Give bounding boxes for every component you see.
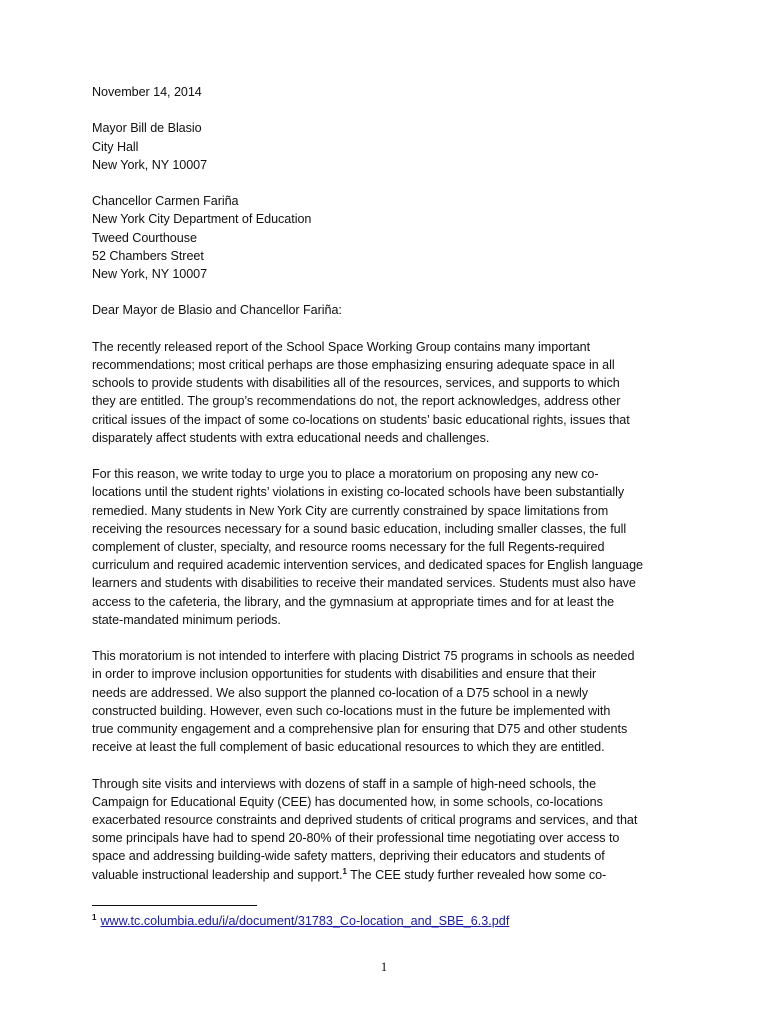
paragraph-line: space and addressing building-wide safety matters, depriving their educators and students of <box>92 849 605 864</box>
paragraph-line: needs are addressed. We also support the planned co-location of a D75 school in a newly <box>92 685 588 700</box>
paragraph-line: For this reason, we write today to urge you to place a moratorium on proposing any new co- <box>92 467 599 482</box>
paragraph-line: Through site visits and interviews with dozens of staff in a sample of high-need schools, the <box>92 776 597 791</box>
paragraph-line-text: The CEE study further revealed how some co- <box>346 867 607 882</box>
recipient2-street: 52 Chambers Street <box>92 248 204 263</box>
paragraph-2 <box>92 465 692 629</box>
paragraph-line: access to the cafeteria, the library, and the gymnasium at appropriate times and for at least the <box>92 594 615 609</box>
letter-date <box>92 83 692 101</box>
paragraph-line: exacerbated resource constraints and deprived students of critical programs and services, and that <box>92 813 638 828</box>
paragraph-line: receiving the resources necessary for a sound basic education, including smaller classes, the full <box>92 521 627 536</box>
footnote-reference[interactable]: 1 <box>342 866 347 876</box>
paragraph-line-text: valuable instructional leadership and support. <box>92 867 343 882</box>
recipient2-city: New York, NY 10007 <box>92 267 208 281</box>
salutation <box>92 301 692 319</box>
paragraph-line: locations until the student rights’ violations in existing co-located schools have been substantially <box>92 485 625 500</box>
recipient1-city: New York, NY 10007 <box>92 157 208 172</box>
paragraph-line: they are entitled. The group’s recommendations do not, the report acknowledges, address other <box>92 394 621 409</box>
recipient2-name: Chancellor Carmen Fariña <box>92 194 239 209</box>
paragraph-line: curriculum and required academic intervention services, and dedicated spaces for English language <box>92 558 643 573</box>
paragraph-line: in order to improve inclusion opportunities for students with disabilities and ensure that their <box>92 667 597 682</box>
paragraph-line: some principals have had to spend 20-80% of their professional time negotiating over access to <box>92 831 620 846</box>
paragraph-line: disparately affect students with extra educational needs and challenges. <box>92 430 490 445</box>
letter-body <box>92 83 692 884</box>
paragraph-line: critical issues of the impact of some co-locations on students’ basic educational rights, issues that <box>92 412 630 427</box>
paragraph-line: constructed building. However, even such co-locations must in the future be implemented with <box>92 703 611 718</box>
salutation-text: Dear Mayor de Blasio and Chancellor Fariña: <box>92 303 342 318</box>
footnote-link[interactable]: www.tc.columbia.edu/i/a/document/31783_Co-location_and_SBE_6.3.pdf <box>100 914 510 928</box>
paragraph-line: state-mandated minimum periods. <box>92 612 281 627</box>
paragraph-line: schools to provide students with disabilities all of the resources, services, and supports to which <box>92 376 620 391</box>
paragraph-line: complement of cluster, specialty, and resource rooms necessary for the full Regents-required <box>92 540 605 554</box>
footnote <box>92 912 509 930</box>
paragraph-line: true community engagement and a comprehensive plan for ensuring that D75 and other students <box>92 722 628 737</box>
paragraph-4 <box>92 775 692 884</box>
page-number: 1 <box>380 959 388 974</box>
footnote-separator <box>92 905 257 906</box>
recipient1-org: City Hall <box>92 139 139 154</box>
paragraph-line: receive at least the full complement of basic educational resources to which they are entitled. <box>92 740 605 755</box>
paragraph-line: recommendations; most critical perhaps are those emphasizing ensuring adequate space in all <box>92 357 615 372</box>
paragraph-line: The recently released report of the School Space Working Group contains many important <box>92 339 591 354</box>
recipient2-building: Tweed Courthouse <box>92 230 197 245</box>
paragraph-line-with-footnote <box>92 866 692 884</box>
paragraph-1 <box>92 338 692 447</box>
paragraph-line: This moratorium is not intended to interfere with placing District 75 programs in schools as needed <box>92 649 635 664</box>
recipient2-org: New York City Department of Education <box>92 212 312 227</box>
paragraph-line: learners and students with disabilities to receive their mandated services. Students must also have <box>92 576 636 591</box>
recipient-address-chancellor <box>92 192 692 283</box>
paragraph-line: remedied. Many students in New York City are currently constrained by space limitations from <box>92 503 609 518</box>
footnote-number: 1 <box>92 912 97 922</box>
paragraph-line: Campaign for Educational Equity (CEE) has documented how, in some schools, co-locations <box>92 794 603 809</box>
recipient1-name: Mayor Bill de Blasio <box>92 121 202 136</box>
recipient-address-mayor <box>92 119 692 174</box>
date-text: November 14, 2014 <box>92 85 202 99</box>
paragraph-3 <box>92 647 692 756</box>
